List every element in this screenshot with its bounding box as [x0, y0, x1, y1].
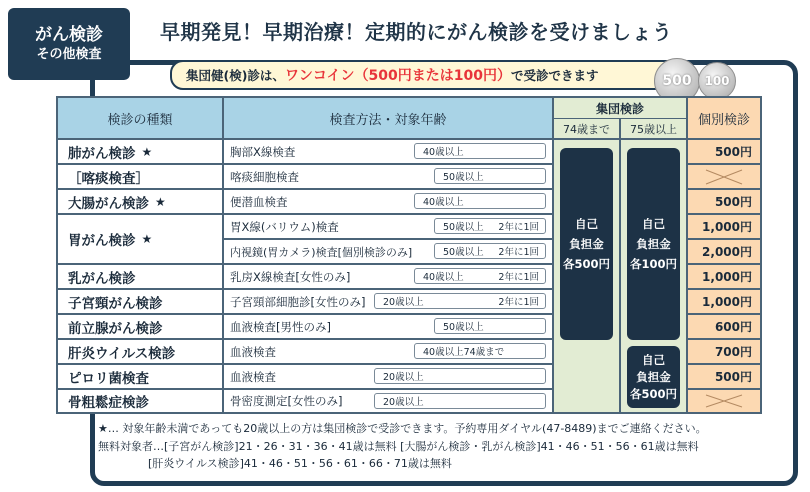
age-badge: 20歳以上 2年に1回 — [374, 293, 546, 309]
fee-breast: 1,000円 — [688, 265, 760, 288]
fee-not-available — [688, 165, 760, 188]
exam-method-colon: 便潜血検査 40歳以上 — [224, 190, 552, 213]
exam-name-breast: 乳がん検診 — [58, 265, 222, 288]
exam-name-lung: 肺がん検診 ★ — [58, 140, 222, 163]
fee-not-available — [688, 390, 760, 412]
exam-method-breast: 乳房X線検査[女性のみ] 40歳以上 2年に1回 — [224, 265, 552, 288]
age-badge: 50歳以上 — [434, 168, 546, 184]
exam-name-stomach: 胃がん検診 ★ — [58, 215, 222, 263]
exam-method-cervical: 子宮頸部細胞診[女性のみ] 20歳以上 2年に1回 — [224, 290, 552, 313]
exam-method-lung: 胸部X線検査 40歳以上 — [224, 140, 552, 163]
age-badge: 20歳以上 — [374, 393, 546, 409]
exam-method-hepatitis: 血液検査 40歳以上74歳まで — [224, 340, 552, 363]
cross-icon — [704, 393, 744, 409]
banner-post: で受診できます — [510, 68, 599, 83]
one-coin-banner — [170, 60, 684, 90]
fee-pylori: 500円 — [688, 365, 760, 388]
category-tab — [8, 8, 130, 80]
fee-stomach-endoscopy: 2,000円 — [688, 240, 760, 263]
self-pay-over75: 自己 負担金 各100円 — [627, 148, 680, 340]
exam-method-sputum: 喀痰細胞検査 50歳以上 — [224, 165, 552, 188]
fee-colon: 500円 — [688, 190, 760, 213]
header-method: 検査方法・対象年齢 — [224, 98, 552, 138]
exam-table — [56, 96, 762, 414]
headline: 早期発見！早期治療！定期的にがん検診を受けましょう — [160, 20, 673, 44]
header-group-under74: 74歳まで — [554, 119, 619, 138]
coin-100-icon: 100 — [698, 62, 736, 100]
exam-name-prostate: 前立腺がん検診 — [58, 315, 222, 338]
age-badge: 40歳以上 — [414, 143, 546, 159]
header-group-over75: 75歳以上 — [621, 119, 686, 138]
banner-highlight: ワンコイン（500円または100円） — [284, 68, 511, 84]
age-badge: 50歳以上 2年に1回 — [434, 243, 546, 259]
header-individual: 個別検診 — [688, 98, 760, 138]
exam-method-osteoporosis: 骨密度測定[女性のみ] 20歳以上 — [224, 390, 552, 412]
cross-icon — [704, 168, 744, 186]
tab-title: がん検診 — [35, 25, 103, 45]
coin-500-icon: 500 — [654, 58, 700, 104]
exam-method-stomach-xray: 胃X線(バリウム)検査 50歳以上 2年に1回 — [224, 215, 552, 238]
footnote-star: ★… 対象年齢未満であっても20歳以上の方は集団検診で受診できます。予約専用ダイヤル(47-8489)までご連絡ください。 — [98, 422, 707, 435]
header-group: 集団検診 — [554, 98, 686, 118]
fee-hepatitis: 700円 — [688, 340, 760, 363]
exam-method-prostate: 血液検査[男性のみ] 50歳以上 — [224, 315, 552, 338]
age-badge: 50歳以上 — [434, 318, 546, 334]
exam-name-pylori: ピロリ菌検査 — [58, 365, 222, 388]
age-badge: 40歳以上 — [414, 193, 546, 209]
footnote-free-2: [肝炎ウイルス検診]41・46・51・56・61・66・71歳は無料 — [148, 457, 452, 470]
exam-method-stomach-endoscopy: 内視鏡(胃カメラ)検査[個別検診のみ] 50歳以上 2年に1回 — [224, 240, 552, 263]
exam-name-hepatitis: 肝炎ウイルス検診 — [58, 340, 222, 363]
tab-subtitle: その他検査 — [36, 47, 102, 62]
exam-name-sputum: ［喀痰検査］ — [58, 165, 222, 188]
self-pay-under74: 自己 負担金 各500円 — [560, 148, 613, 340]
exam-method-pylori: 血液検査 20歳以上 — [224, 365, 552, 388]
header-type: 検診の種類 — [58, 98, 222, 138]
age-badge: 20歳以上 — [374, 368, 546, 384]
fee-stomach-xray: 1,000円 — [688, 215, 760, 238]
banner-pre: 集団健(検)診は、 — [186, 68, 285, 83]
fee-cervical: 1,000円 — [688, 290, 760, 313]
fee-lung: 500円 — [688, 140, 760, 163]
age-badge: 40歳以上74歳まで — [414, 343, 546, 359]
exam-name-osteoporosis: 骨粗鬆症検診 — [58, 390, 222, 412]
footnote-free-1: 無料対象者…[子宮がん検診]21・26・31・36・41歳は無料 [大腸がん検診・乳がん検診]41・46・51・56・61歳は無料 — [98, 440, 699, 453]
fee-prostate: 600円 — [688, 315, 760, 338]
exam-name-colon: 大腸がん検診 ★ — [58, 190, 222, 213]
age-badge: 40歳以上 2年に1回 — [414, 268, 546, 284]
exam-name-cervical: 子宮頸がん検診 — [58, 290, 222, 313]
age-badge: 50歳以上 2年に1回 — [434, 218, 546, 234]
self-pay-over75-other: 自己 負担金 各500円 — [627, 346, 680, 408]
